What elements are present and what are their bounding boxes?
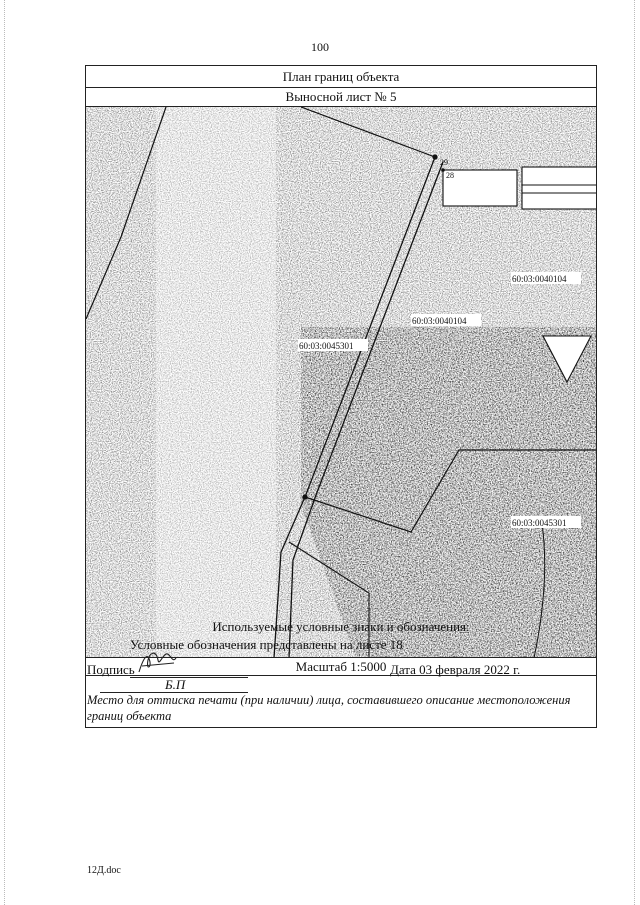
plan-frame xyxy=(85,65,597,728)
signature-scrawl xyxy=(136,648,180,676)
legend-text: Условные обозначения представлены на листе 18 xyxy=(130,637,403,652)
boundary-point-lower xyxy=(302,494,307,499)
signature-line xyxy=(130,677,248,678)
right-parcel-rect xyxy=(522,167,596,209)
page-number: 100 xyxy=(311,40,329,54)
parcel-label-3: 60:03:0040104 xyxy=(512,274,567,284)
map-area xyxy=(86,107,596,658)
map-texture-light-strip xyxy=(156,107,276,658)
boundary-point-28 xyxy=(441,168,445,172)
parcel-label-4: 60:03:0045301 xyxy=(512,518,567,528)
sheet-title: Выносной лист № 5 xyxy=(86,88,596,107)
legend-title: Используемые условные знаки и обозначения: xyxy=(212,619,470,634)
parcel-label-2: 60:03:0040104 xyxy=(412,316,467,326)
right-margin-line xyxy=(634,0,635,905)
boundary-point-29 xyxy=(432,154,437,159)
signature-label: Подпись xyxy=(87,662,135,677)
date-text: Дата 03 февраля 2022 г. xyxy=(390,662,521,677)
cadastral-map xyxy=(86,107,596,658)
point-label-28: 28 xyxy=(446,171,454,180)
scale-label: Масштаб 1:5000 xyxy=(86,658,596,676)
small-parcel-rect xyxy=(443,170,517,206)
plan-title: План границ объекта xyxy=(86,66,596,88)
left-margin-line xyxy=(4,0,5,905)
footer-file-name: 12Д.doc xyxy=(87,865,121,876)
stamp-note: Место для оттиска печати (при наличии) лица, составившего описание местоположения границ объекта xyxy=(87,693,571,723)
point-label-29: 29 xyxy=(440,158,448,167)
signature-initials: Б.П xyxy=(165,677,186,692)
parcel-label-1: 60:03:0045301 xyxy=(299,341,354,351)
